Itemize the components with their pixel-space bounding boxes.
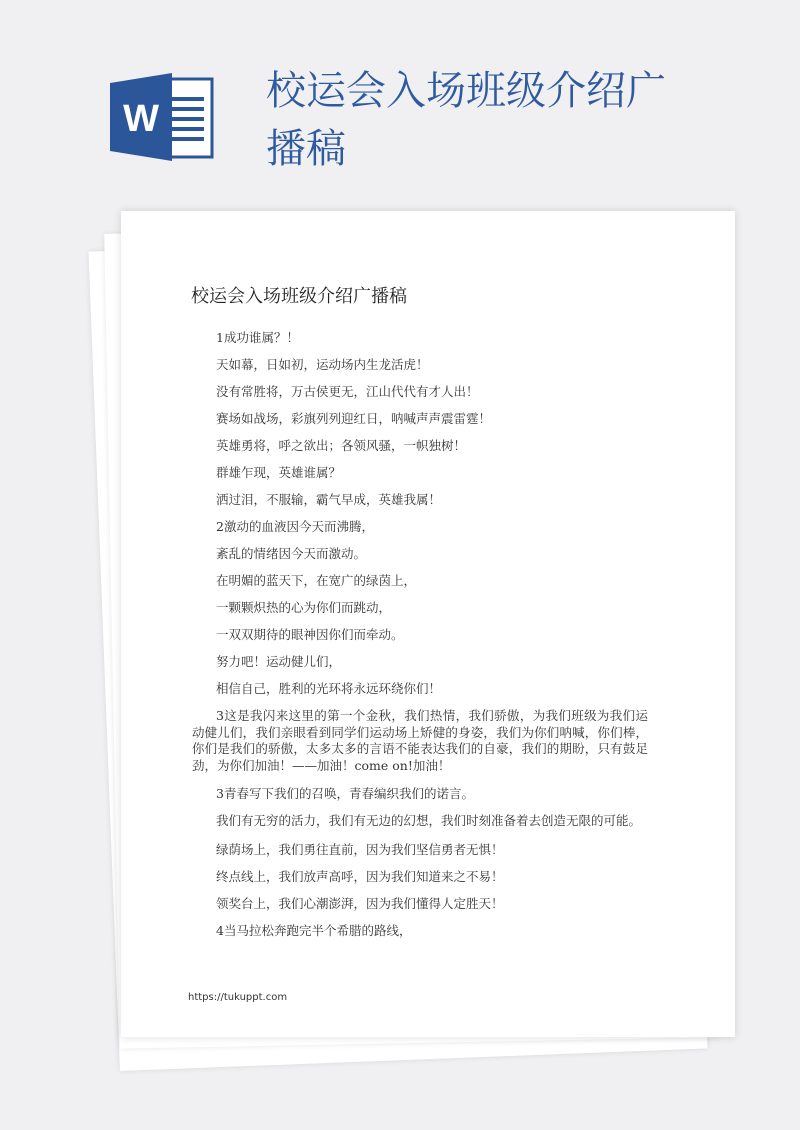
text-line: 群雄乍现，英雄谁属？ <box>216 465 342 480</box>
text-line: 4当马拉松奔跑完半个希腊的路线， <box>216 922 412 938</box>
paragraph: 我们有无穷的活力，我们有无边的幻想，我们时刻准备着去创造无限的可能。 <box>216 813 642 828</box>
paragraph: 3这是我闪来这里的第一个金秋，我们热情，我们骄傲，为我们班级为我们运动健儿们，我们亲眼看到同学们运动场上矫健的身姿，我们为你们呐喊，你们棒，你们是我们的骄傲，太多太多的言语不能表达我们的自豪，我们的期盼，只有鼓足劲，为你们加油！——加油！come on!加油！ <box>192 708 648 773</box>
text-line: 一颗颗炽热的心为你们而跳动， <box>216 600 392 615</box>
text-line: 2激动的血液因今天而沸腾， <box>216 519 374 534</box>
text-line: 领奖台上，我们心潮澎湃，因为我们懂得人定胜天！ <box>216 895 504 911</box>
text-line: 赛场如战场，彩旗列列迎红日，呐喊声声震雷霆！ <box>216 411 492 426</box>
text-line: 没有常胜将，万古侯更无，江山代代有才人出！ <box>216 384 479 399</box>
text-line: 绿荫场上，我们勇往直前，因为我们坚信勇者无惧！ <box>216 841 504 857</box>
document-title: 校运会入场班级介绍广播稿 <box>191 286 407 307</box>
word-icon-letter: W <box>123 98 159 140</box>
text-line: 英雄勇将，呼之欲出；各领风骚，一帜独树！ <box>216 438 467 453</box>
text-line: 终点线上，我们放声高呼，因为我们知道来之不易！ <box>216 868 504 884</box>
text-line: 在明媚的蓝天下，在宽广的绿茵上， <box>216 573 417 588</box>
document-body <box>192 324 648 944</box>
word-icon <box>110 73 214 161</box>
text-line: 洒过泪，不服输，霸气早成，英雄我属！ <box>216 492 442 507</box>
text-line: 努力吧！运动健儿们， <box>216 654 342 669</box>
text-line: 天如幕，日如初，运动场内生龙活虎！ <box>216 357 429 372</box>
text-line: 紊乱的情绪因今天而激动。 <box>216 546 367 561</box>
page-title: 校运会入场班级介绍广播稿 <box>266 68 666 172</box>
text-line: 相信自己，胜利的光环将永远环绕你们！ <box>216 681 442 696</box>
text-line: 一双双期待的眼神因你们而牵动。 <box>216 627 404 642</box>
footer-url: https://tukuppt.com <box>188 992 288 1003</box>
text-line: 3青春写下我们的召唤，青春编织我们的诺言。 <box>216 786 474 801</box>
text-line: 1成功谁属？！ <box>216 330 299 345</box>
